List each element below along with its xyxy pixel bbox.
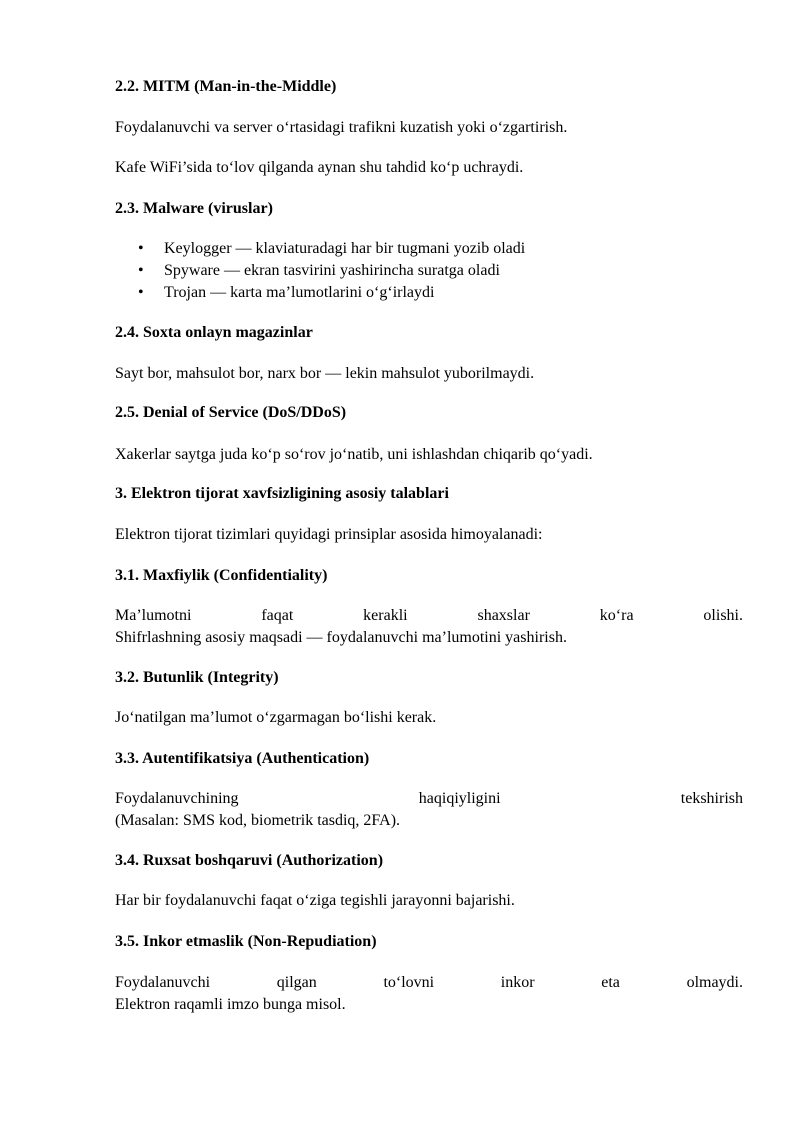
requirements-paragraph: Elektron tijorat tizimlari quyidagi prinsiplar asosida himoyalanadi: — [115, 526, 543, 543]
mitm-paragraph-1: Foydalanuvchi va server o‘rtasidagi trafikni kuzatish yoki o‘zgartirish. — [115, 119, 568, 136]
word: to‘lovni — [383, 974, 435, 991]
word: haqiqiyligini — [418, 790, 501, 807]
authentication-paragraph — [115, 788, 743, 832]
section-heading-dos: 2.5. Denial of Service (DoS/DDoS) — [115, 404, 347, 421]
word: Foydalanuvchining — [115, 790, 239, 807]
justified-line — [115, 972, 743, 994]
word: tekshirish — [680, 790, 743, 807]
paragraph-line: (Masalan: SMS kod, biometrik tasdiq, 2FA). — [115, 812, 401, 829]
fake-shops-paragraph: Sayt bor, mahsulot bor, narx bor — lekin mahsulot yuborilmaydi. — [115, 365, 535, 382]
word: faqat — [261, 607, 294, 624]
word: Ma’lumotni — [115, 607, 192, 624]
section-heading-non-repudiation: 3.5. Inkor etmaslik (Non-Repudiation) — [115, 933, 377, 950]
section-heading-requirements: 3. Elektron tijorat xavfsizligining asosiy talablari — [115, 485, 449, 502]
word: eta — [601, 974, 620, 991]
list-item — [115, 238, 743, 260]
word: olishi. — [703, 607, 743, 624]
section-heading-malware: 2.3. Malware (viruslar) — [115, 200, 273, 217]
malware-list-wrapper — [115, 238, 743, 304]
section-heading-integrity: 3.2. Butunlik (Integrity) — [115, 669, 279, 686]
list-item-text: Trojan — karta ma’lumotlarini o‘g‘irlaydi — [164, 284, 435, 301]
section-heading-fake-shops: 2.4. Soxta onlayn magazinlar — [115, 324, 313, 341]
list-item-text: Spyware — ekran tasvirini yashirincha suratga oladi — [164, 262, 500, 279]
authorization-paragraph: Har bir foydalanuvchi faqat o‘ziga tegishli jarayonni bajarishi. — [115, 892, 515, 909]
section-heading-authorization: 3.4. Ruxsat boshqaruvi (Authorization) — [115, 852, 384, 869]
section-heading-confidentiality: 3.1. Maxfiylik (Confidentiality) — [115, 567, 328, 584]
word: qilgan — [276, 974, 317, 991]
confidentiality-paragraph — [115, 605, 743, 649]
paragraph-line: Elektron raqamli imzo bunga misol. — [115, 996, 346, 1013]
integrity-paragraph: Jo‘natilgan ma’lumot o‘zgarmagan bo‘lishi kerak. — [115, 709, 437, 726]
justified-line — [115, 605, 743, 627]
bullet-icon: • — [138, 262, 144, 279]
word: inkor — [500, 974, 535, 991]
non-repudiation-paragraph — [115, 972, 743, 1016]
section-heading-mitm: 2.2. MITM (Man-in-the-Middle) — [115, 78, 337, 95]
list-item-text: Keylogger — klaviaturadagi har bir tugmani yozib oladi — [164, 240, 526, 257]
list-item — [115, 260, 743, 282]
word: kerakli — [363, 607, 408, 624]
section-heading-authentication: 3.3. Autentifikatsiya (Authentication) — [115, 750, 370, 767]
paragraph-line: Shifrlashning asosiy maqsadi — foydalanuvchi ma’lumotini yashirish. — [115, 629, 567, 646]
list-item — [115, 282, 743, 304]
word: olmaydi. — [686, 974, 743, 991]
dos-paragraph: Xakerlar saytga juda ko‘p so‘rov jo‘natib, uni ishlashdan chiqarib qo‘yadi. — [115, 446, 593, 463]
word: shaxslar — [477, 607, 530, 624]
word: ko‘ra — [599, 607, 634, 624]
justified-line — [115, 788, 743, 810]
mitm-paragraph-2: Kafe WiFi’sida to‘lov qilganda aynan shu tahdid ko‘p uchraydi. — [115, 159, 524, 176]
bullet-icon: • — [138, 240, 144, 257]
malware-list — [115, 238, 743, 304]
word: Foydalanuvchi — [115, 974, 211, 991]
bullet-icon: • — [138, 284, 144, 301]
